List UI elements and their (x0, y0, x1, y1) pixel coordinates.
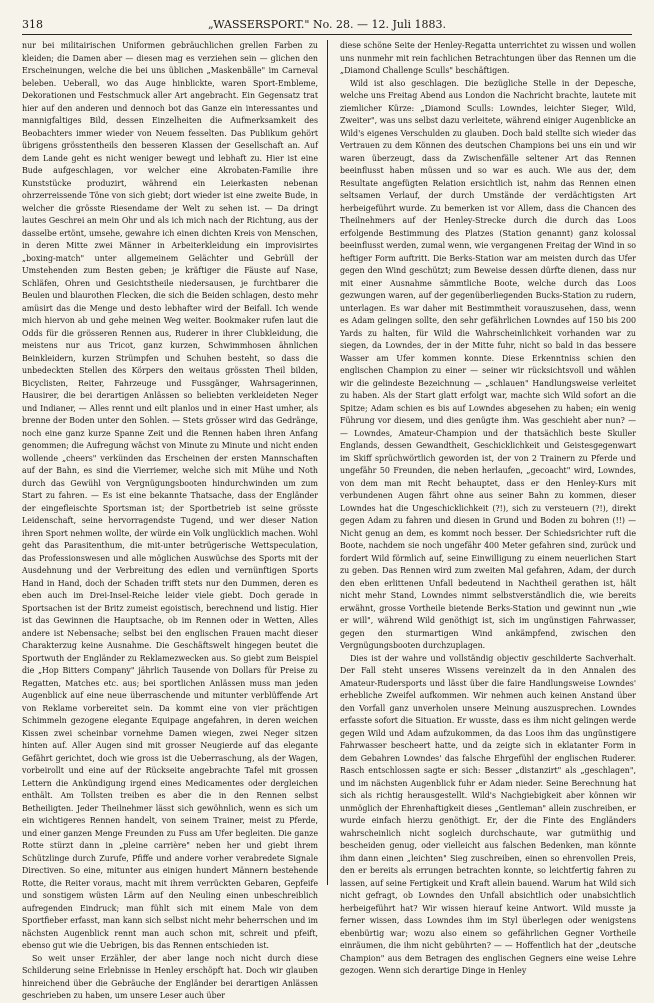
running-title: „WASSERSPORT." No. 28. — 12. Juli 1883. (207, 18, 447, 31)
right-paragraph-2: Wild ist also geschlagen. Die bezügliche Stelle in der Depesche, welche uns Freitag Abend aus London die Nachricht brachte, lautete mit ziemlicher Kürze: „Diamond Sculls: Lowndes, leichter Sieger, Wild, Zweiter", was uns selbst dazu verleitete, während einiger Augenblicke an Wild's eigenes Verschulden zu glauben. Doch bald stellte sich wieder das Vertrauen zu dem Können des deutschen Champions bei uns ein und wir waren überzeugt, dass da Zwischenfälle seltener Art das Rennen beeinflusst haben müssen und so war es auch. Wie aus der, dem Resultate angefügten Relation ersichtlich ist, nahm das Rennen einen seltsamen Verlauf, der durch Umstände der verdächtigsten Art herbeigeführt wurde. Zu bemerken ist vor Allem, dass die Chancen des Theilnehmers auf der Henley-Strecke durch die durch das Loos erfolgende Bestimmung des Platzes (Station genannt) ganz kolossal beeinflusst werden, zumal wenn, wie vergangenen Freitag der Wind in so heftiger Form auftritt. Die Berks-Station war am meisten durch das Ufer gegen den Wind geschützt; zum Beweise dessen dürfte dienen, dass nur mit einer Ausnahme sämmtliche Boote, welche durch das Loos gezwungen waren, auf der gegenüberliegenden Bucks-Station zu rudern, unterlagen. Es war daher mit Bestimmtheit vorauszusehen, dass, wenn es Adam gelingen sollte, den sehr gefährlichen Lowndes auf 150 bis 200 Yards zu halten, für Wild die Wahrscheinlichkeit vorhanden war zu siegen, da Lowndes, der in der Mitte fuhr, nicht so bald in das bessere Wasser am Ufer kommen konnte. Diese Erkenntniss schien den englischen Champion zu einer — seiner wir rücksichtsvoll und wählen wir die gelindeste Bezeichnung — „schlauen" Handlungsweise verleitet zu haben. Als der Start glatt erfolgt war, machte sich Wild sofort an die Spitze; Adam schien es bis auf Lowndes abgesehen zu haben; ein wenig Führung vor diesem, und dies genügte ihm. Was geschieht aber nun? — — Lowndes, Amateur-Champion und der thatsächlich beste Skuller Englands, dessen Gewandtheit, Geschicklichkeit und Geistesgegenwart im Skiff sprüchwörtlich geworden ist, der von 2 Trainern zu Pferde und ungefähr 50 Freunden, die neben herlaufen, „gecoacht" wird, Lowndes, von dem man mit Recht behauptet, dass er den Henley-Kurs mit verbundenen Augen fährt ohne aus seiner Bahn zu kommen, dieser Lowndes hat die Ungeschicklichkeit (?!), sich zu versteuern (?!), direkt gegen Adam zu fahren und diesen in Grund und Boden zu bohren (!!) — Nicht genug an dem, es kommt noch besser. Der Schiedsrichter ruft die Boote, nachdem sie noch ungefähr 400 Meter gefahren sind, zurück und fordert Wild förmlich auf, seine Einwilligung zu einem neuerlichen Start zu geben. Das Rennen wird zum zweiten Mal gefahren, Adam, der durch den eben erlittenen Unfall bedeutend in Nachtheil gerathen ist, hält nicht mehr Stand, Lowndes nimmt selbstverständlich die, wie bereits erwähnt, grosse Vortheile bietende Berks-Station und gewinnt nun „wie er will", während Wild genöthigt ist, sich im ungünstigen Fahrwasser, gegen den sturmartigen Wind ankämpfend, zwischen den Vergnügungsbooten durchzuplagen. (340, 78, 636, 650)
left-paragraph-1: nur bei militairischen Uniformen gebräuchlichen grellen Farben zu kleiden; die Damen aber — diesen mag es verziehen sein — glichen den Erscheinungen, welche die bei uns üblichen „Maskenbälle" im Carneval beleben. Ueberall, wo das Auge hinblickte, waren Sport-Embleme, Dekorationen und Festschmuck aller Art angebracht. Ein Gegensatz trat hier auf den anderen und dennoch bot das Ganze ein interessantes und mannigfaltiges Bild, dessen Einzelheiten die Aufmerksamkeit des Beobachters immer wieder von Neuem fesselten. Das Publikum gehört übrigens grösstentheils den besseren Klassen der Gesellschaft an. Auf dem Lande geht es nicht weniger bewegt und lebhaft zu. Hier ist eine Bude aufgeschlagen, vor welcher eine Akrobaten-Familie ihre Kunststücke produzirt, während ein Leierkasten nebenan ohrzerreissende Töne von sich giebt; dort wieder ist eine zweite Bude, in welcher die grösste Riesendame der Welt zu sehen ist. — Da dringt lautes Geschrei an mein Ohr und als ich mich nach der Richtung, aus der dasselbe ertönt, umsehe, gewahre ich einen dichten Kreis von Menschen, in deren Mitte zwei Männer in Arbeiterkleidung ein improvisirtes „boxing-match" unter allgemeinem Gelächter und Gebrüll der Umstehenden zum Besten geben; je kräftiger die Fäuste auf Nase, Schläfen, Ohren und Gesichtstheile niedersausen, je furchtbarer die Beulen und blaurothen Flecken, die sich die Beiden schlagen, desto mehr amüsirt das die Menge und desto lebhafter wird der Beifall. Ich wende mich hiervon ab und gehe meinen Weg weiter. Bookmaker rufen laut die Odds für die grösseren Rennen aus, Ruderer in ihrer Clubkleidung, die meistens nur aus Tricot, ganz kurzen, Schwimmhosen ähnlichen Beinkleidern, kurzen Strümpfen und Schuhen besteht, so dass die unbedeckten Stellen des Körpers den weitaus grössten Theil bilden, Bicyclisten, Reiter, Fahrzeuge und Fussgänger, Wahrsagerinnen, Hausirer, die bei derartigen Anlässen so beliebten verkleideten Neger und Indianer, — Alles rennt und eilt planlos und in einer Hast umher, als brenne der Boden unter den Sohlen. — Stets grösser wird das Gedränge, noch eine ganz kurze Spanne Zeit und die Rennen haben ihren Anfang genommen; die Aufregung wächst von Minute zu Minute und nicht enden wollende „cheers" verkünden das Erscheinen der ersten Mannschaften auf der Bahn, es sind die Vierriemer, welche sich mit Mühe und Noth durch das Gewühl von Vergnügungsbooten hindurchwinden um zum Start zu fahren. — Es ist eine bekannte Thatsache, dass der Engländer der eingefleischte Sportsman ist; der Sportbetrieb ist seine grösste Leidenschaft, seine hervorragendste Tugend, und wer dieser Nation ihren Sport nehmen wollte, der würde ein Volk unglücklich machen. Wohl geht das Parasitenthum, die mit-unter betrügerische Wettspeculation, das Professionswesen und alle möglichen Auswüchse des Sports mit der Ausdehnung und der Verbreitung des edlen und vernünftigen Sports Hand in Hand, doch der Schaden trifft stets nur den Dummen, deren es eben auch im Drei-Insel-Reiche leider viele giebt. Doch gerade in Sportsachen ist der Britz zumeist egoistisch, berechnend und listig. Hier ist das Gewinnen die Hauptsache, ob im Rennen oder in Wetten, Alles andere ist Nebensache; selbst bei den englischen Frauen macht dieser Charakterzug keine Ausnahme. Die Geschäftswelt hingegen beutet die Sportwuth der Engländer zu Reklamezwecken aus. So giebt zum Beispiel die „Hop Bitters Company" jährlich Tausende von Dollars für Preise zu Regatten, Matches etc. aus; bei sportlichen Anlässen muss man jeden Augenblick auf eine neue überraschende und mitunter verblüffende Art von Reklame vorbereitet sein. Da kommt eine von vier prächtigen Schimmeln gezogene elegante Equipage angefahren, in deren weichen Kissen zwei scheinbar vornehme Damen wiegen, zwei Neger sitzen hinten auf. Aller Augen sind mit grosser Neugierde auf das elegante Gefährt gerichtet, doch wie gross ist die Ueberraschung, als der Wagen, vorbeirollt und eine auf der Rückseite angebrachte Tafel mit grossen Lettern die Ankündigung irgend eines Medicamentes oder dergleichen enthält. Am Tollsten treiben es aber die in den Rennen selbst Betheiligten. Jeder Theilnehmer lässt sich gewöhnlich, wenn es sich um ein wichtigeres Rennen handelt, von seinem Trainer, meist zu Pferde, und einer ganzen Menge Freunden zu Fuss am Ufer begleiten. Die ganze Rotte stürzt dann in „pleine carrière" neben her und giebt ihrem Schützlinge durch Zurufe, Pfiffe und andere vorher verabredete Signale Directiven. So eine, mitunter aus einigen hundert Männern bestehende Rotte, die Reiter voraus, macht mit ihrem verrückten Gebaren, Gepfeife und sonstigem wüsten Lärm auf den Neuling einen unbeschreiblich aufregenden Eindruck; man fühlt sich mit einem Male von dem Sportfieber erfasst, man kann sich selbst nicht mehr beherrschen und im nächsten Augenblick rennt man auch schon mit, schreit und pfeift, ebenso gut wie die Uebrigen, bis das Rennen entschieden ist. (22, 41, 318, 950)
column-divider (327, 40, 328, 885)
right-paragraph-1: diese schöne Seite der Henley-Regatta unterrichtet zu wissen und wollen uns nunmehr mit rein fachlichen Betrachtungen über das Rennen um die „Diamond Challenge Sculls" beschäftigen. (340, 41, 636, 75)
left-paragraph-2: So weit unser Erzähler, der aber lange noch nicht durch diese Schilderung seine Erlebnisse in Henley erschöpft hat. Doch wir glauben hinreichend über die Gebräuche der Engländer bei derartigen Anlässen geschrieben zu haben, um unsere Leser auch über (22, 953, 318, 1000)
right-column (340, 40, 636, 975)
header-rule (22, 34, 632, 35)
right-paragraph-3: Dies ist der wahre und vollständig objectiv geschilderte Sachverhalt. Der Fall steht unseres Wissens vereinzelt da in den Annalen des Amateur-Rudersports und lässt über die faire Handlungsweise Lowndes' erhebliche Zweifel aufkommen. Wir nehmen auch keinen Anstand über den Vorfall ganz unverholen unsere Meinung auszusprechen. Lowndes erfasste sofort die Situation. Er wusste, dass es ihm nicht gelingen werde gegen Wild und Adam aufzukommen, da das Loos ihm das ungünstigere Fahrwasser bescheert hatte, und da zeigte sich in eklatanter Form in dem Gebahren Lowndes' das falsche Ehrgefühl der englischen Ruderer. Rasch entschlossen sagte er sich: Besser „distanzirt" als „geschlagen", und im nächsten Augenblick fuhr er Adam nieder. Seine Berechnung hat sich als richtig herausgestellt. Wild's Nachgiebigkeit aber können wir unmöglich der Ehrenhaftigkeit dieses „Gentleman" allein zuschreiben, er wurde einfach hierzu genöthigt. Er, der die Finte des Engländers wahrscheinlich nicht sogleich durchschaute, war gutmüthig und bescheiden genug, oder vielleicht aus falschen Bedenken, man könnte ihm dann einen „leichten" Sieg zuschreiben, einen so ehrenvollen Preis, den er bereits als errungen betrachten konnte, so leichtfertig fahren zu lassen, auf seine Fertigkeit und Kraft allein bauend. Warum hat Wild sich nicht gefragt, ob Lowndes den Unfall absichtlich oder unabsichtlich herbeigeführt hat? Wir wissen hierauf keine Antwort. Wild musste ja ferner wissen, dass Lowndes ihm im Styl überlegen oder wenigstens ebenbürtig war; wozu also einem so gefährlichen Gegner Vortheile einräumen, die ihm nicht gebührten? — — Hoffentlich hat der „deutsche Champion" aus dem Betragen des englischen Gegners eine weise Lehre gezogen. Wenn sich derartige Dinge in Henley (340, 653, 636, 975)
page-number: 318 (22, 18, 43, 31)
left-column (22, 40, 318, 1000)
page-header (22, 17, 632, 33)
